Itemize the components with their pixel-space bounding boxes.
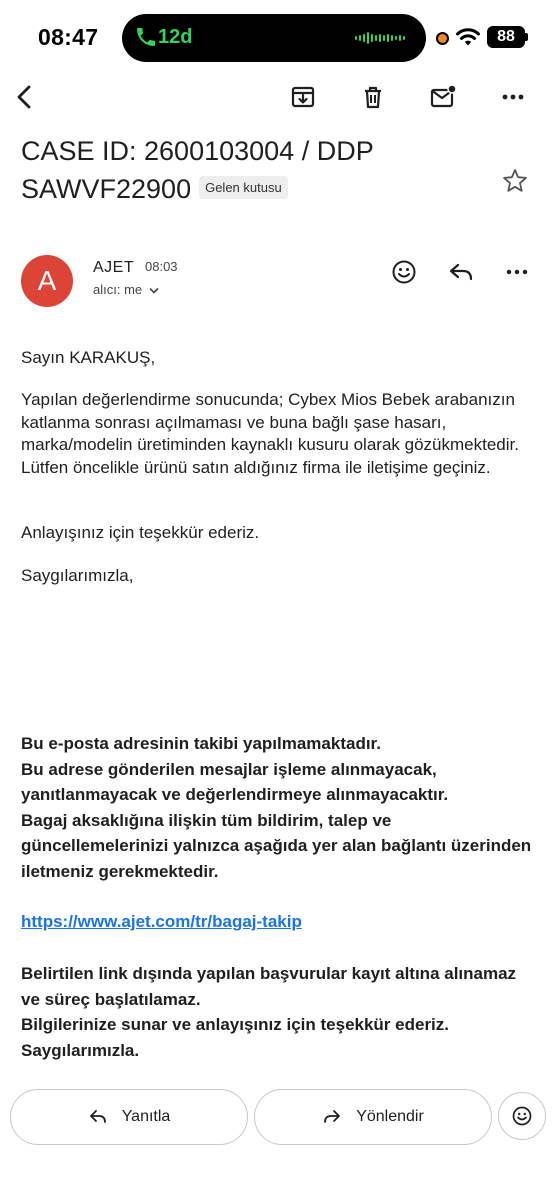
reply-button[interactable] bbox=[10, 1089, 248, 1145]
star-icon[interactable] bbox=[501, 167, 529, 195]
wifi-icon bbox=[455, 26, 481, 48]
more-horiz-icon bbox=[499, 83, 527, 111]
thanks-line: Anlayışınız için teşekkür ederiz. bbox=[21, 523, 260, 542]
mail-toolbar bbox=[0, 76, 554, 118]
subject-text: CASE ID: 2600103004 / DDP SAWVF22900 bbox=[21, 136, 374, 204]
footer-line: Bilgilerinize sunar ve anlayışınız için teşekkür ederiz. bbox=[21, 1015, 450, 1034]
smiley-icon bbox=[511, 1105, 533, 1127]
back-button[interactable] bbox=[10, 82, 40, 112]
status-bar bbox=[0, 0, 554, 76]
notice-line: Bagaj aksaklığına ilişkin tüm bildirim, talep ve güncellemelerinizi yalnızca aşağıda yer alan bağlantı üzerinden iletmeniz gerekmektedir. bbox=[21, 810, 532, 881]
recipient-label: alıcı: me bbox=[93, 282, 143, 297]
notice-line: Bu e-posta adresinin takibi yapılmamaktadır. bbox=[21, 734, 381, 753]
sender-name: AJET bbox=[93, 259, 135, 276]
camera-indicator bbox=[436, 32, 449, 45]
call-duration: 12d bbox=[158, 26, 193, 48]
notice-block bbox=[21, 731, 536, 884]
avatar[interactable]: A bbox=[21, 255, 73, 307]
back-arrow-icon bbox=[11, 83, 39, 111]
emoji-react-button[interactable] bbox=[498, 1092, 546, 1140]
trash-icon bbox=[359, 83, 387, 111]
footer-line: Belirtilen link dışında yapılan başvurular kayıt altına alınamaz ve süreç başlatılamaz. bbox=[21, 964, 517, 1009]
battery-indicator: 88 bbox=[487, 26, 525, 48]
archive-button[interactable] bbox=[288, 82, 318, 112]
notice-line: Bu adrese gönderilen mesajlar işleme alınmayacak, yanıtlanmayacak ve değerlendirmeye alınmayacaktır. bbox=[21, 759, 449, 804]
email-subject bbox=[21, 132, 491, 208]
delete-button[interactable] bbox=[358, 82, 388, 112]
battery-cap bbox=[525, 33, 528, 41]
recipient-toggle[interactable] bbox=[93, 282, 159, 297]
mark-unread-button[interactable] bbox=[428, 82, 458, 112]
message-more-icon[interactable] bbox=[503, 258, 531, 286]
inbox-label-chip[interactable]: Gelen kutusu bbox=[199, 176, 288, 199]
mail-unread-icon bbox=[429, 83, 457, 111]
audio-wave-icon bbox=[354, 29, 408, 47]
sent-time: 08:03 bbox=[145, 259, 178, 274]
emoji-reaction-icon[interactable] bbox=[390, 258, 418, 286]
phone-icon bbox=[134, 25, 158, 49]
dynamic-island[interactable] bbox=[122, 14, 426, 62]
footer-block bbox=[21, 961, 536, 1063]
forward-button[interactable] bbox=[254, 1089, 492, 1145]
footer-line: Saygılarımızla. bbox=[21, 1040, 140, 1060]
reply-icon[interactable] bbox=[447, 258, 475, 286]
reply-icon bbox=[88, 1107, 108, 1127]
link-block bbox=[21, 909, 536, 935]
forward-label: Yönlendir bbox=[356, 1108, 424, 1125]
archive-icon bbox=[289, 83, 317, 111]
reply-label: Yanıtla bbox=[121, 1108, 171, 1125]
more-options-button[interactable] bbox=[498, 82, 528, 112]
tracking-link[interactable]: https://www.ajet.com/tr/bagaj-takip bbox=[21, 912, 302, 931]
greeting: Sayın KARAKUŞ, bbox=[21, 348, 156, 367]
closing-line: Saygılarımızla, bbox=[21, 566, 134, 585]
chevron-down-icon bbox=[149, 286, 159, 296]
body-paragraph: Yapılan değerlendirme sonucunda; Cybex Mios Bebek arabanızın katlanma sonrası açılmaması ve buna bağlı şase hasarı, marka/modelin üretiminden kaynaklı kusuru olarak gözükmektedir. Lütfen öncelikle ürünü satın aldığınız firma ile iletişime geçiniz. bbox=[21, 390, 519, 477]
forward-icon bbox=[322, 1107, 342, 1127]
status-time: 08:47 bbox=[38, 24, 99, 50]
